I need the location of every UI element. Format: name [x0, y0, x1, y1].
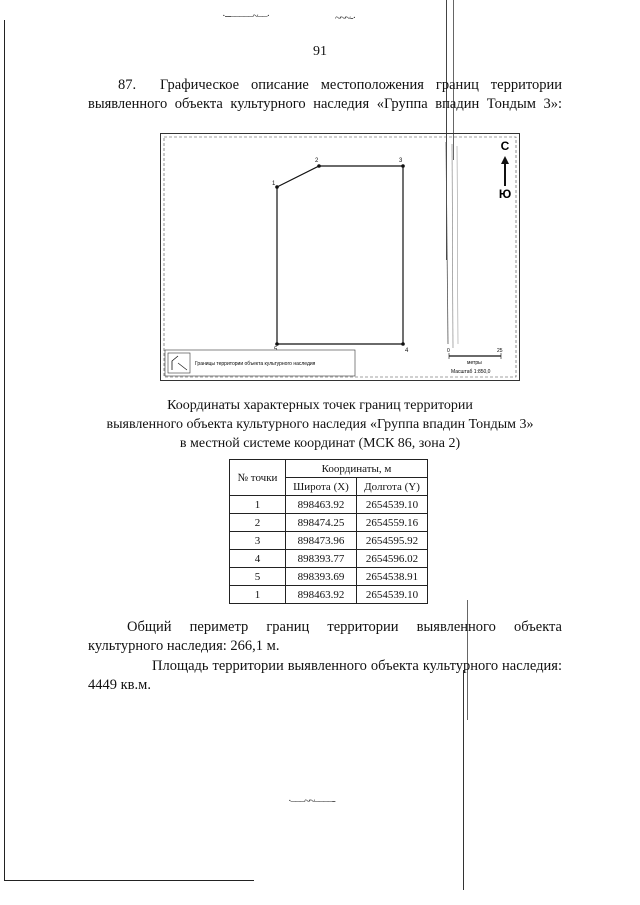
cell-y: 2654538.91	[357, 568, 428, 586]
perimeter-line2: культурного наследия: 266,1 м.	[88, 638, 280, 654]
scale-end: 25	[497, 348, 503, 354]
scan-smudge: ·–––~~––––‐	[288, 795, 335, 807]
south-label: Ю	[498, 187, 512, 201]
perimeter-line1: Общий периметр границ территории выявленного объекта	[127, 619, 562, 635]
cell-point: 2	[230, 514, 286, 532]
scan-bottom-edge	[4, 880, 254, 881]
table-caption-line1: Координаты характерных точек границ территории	[167, 398, 473, 413]
cell-x: 898463.92	[286, 586, 357, 604]
table-row	[230, 496, 428, 514]
area-line1: Площадь территории выявленного объекта культурного наследия:	[152, 658, 562, 674]
cell-y: 2654539.10	[357, 496, 428, 514]
area-line2: 4449 кв.м.	[88, 677, 151, 693]
point-3-label: 3	[399, 158, 403, 164]
point-2-label: 2	[315, 158, 319, 164]
table-row	[230, 586, 428, 604]
section-heading-line2: выявленного объекта культурного наследия «Группа впадин Тондым 3»:	[88, 96, 562, 112]
cell-point: 5	[230, 568, 286, 586]
point-4-marker	[401, 342, 405, 346]
north-arrow-icon	[499, 139, 511, 201]
scan-smudge: ·‐‑–––––~––·	[222, 10, 270, 22]
point-1-marker	[275, 185, 279, 189]
scale-bar	[447, 348, 503, 375]
north-label: С	[500, 139, 510, 153]
point-4-label: 4	[405, 348, 409, 354]
table-row	[230, 550, 428, 568]
cell-x: 898473.96	[286, 532, 357, 550]
point-2-marker	[317, 164, 321, 168]
header-point: № точки	[230, 460, 286, 496]
map-edge-line	[452, 144, 453, 348]
cell-x: 898474.25	[286, 514, 357, 532]
table-row	[230, 514, 428, 532]
map-edge-line	[457, 146, 458, 344]
scan-smudge: ~~~‐·	[335, 12, 356, 24]
legend-text: Границы территории объекта культурного наследия	[195, 361, 316, 367]
table-caption-line3: в местной системе координат (МСК 86, зона 2)	[179, 436, 461, 451]
map-inner-frame	[164, 137, 516, 377]
header-coordinates: Координаты, м	[286, 460, 428, 478]
cell-x: 898463.92	[286, 496, 357, 514]
scale-start: 0	[447, 348, 450, 354]
cell-y: 2654559.16	[357, 514, 428, 532]
cell-point: 1	[230, 496, 286, 514]
boundary-polygon	[277, 166, 403, 344]
header-longitude: Долгота (Y)	[357, 478, 428, 496]
header-latitude: Широта (X)	[286, 478, 357, 496]
scan-left-edge	[4, 20, 5, 880]
scan-vertical-line	[463, 670, 464, 890]
cell-x: 898393.77	[286, 550, 357, 568]
point-1-label: 1	[272, 181, 276, 187]
point-3-marker	[401, 164, 405, 168]
table-row	[230, 568, 428, 586]
scale-text: Масштаб 1:850,0	[451, 369, 491, 375]
cell-point: 3	[230, 532, 286, 550]
cell-y: 2654595.92	[357, 532, 428, 550]
cell-y: 2654596.02	[357, 550, 428, 568]
cell-x: 898393.69	[286, 568, 357, 586]
section-heading-line1: 87. Графическое описание местоположения границ территории	[118, 77, 562, 93]
page-number: 91	[313, 44, 327, 59]
boundary-map	[160, 133, 520, 381]
cell-y: 2654539.10	[357, 586, 428, 604]
cell-point: 1	[230, 586, 286, 604]
map-edge-line	[446, 142, 448, 344]
table-row	[230, 532, 428, 550]
point-5-marker	[275, 342, 279, 346]
scale-unit: метры	[467, 360, 482, 366]
coordinates-table	[229, 459, 428, 604]
cell-point: 4	[230, 550, 286, 568]
table-caption-line2: выявленного объекта культурного наследия «Группа впадин Тондым 3»	[106, 417, 534, 432]
boundary-map-svg	[161, 134, 519, 380]
